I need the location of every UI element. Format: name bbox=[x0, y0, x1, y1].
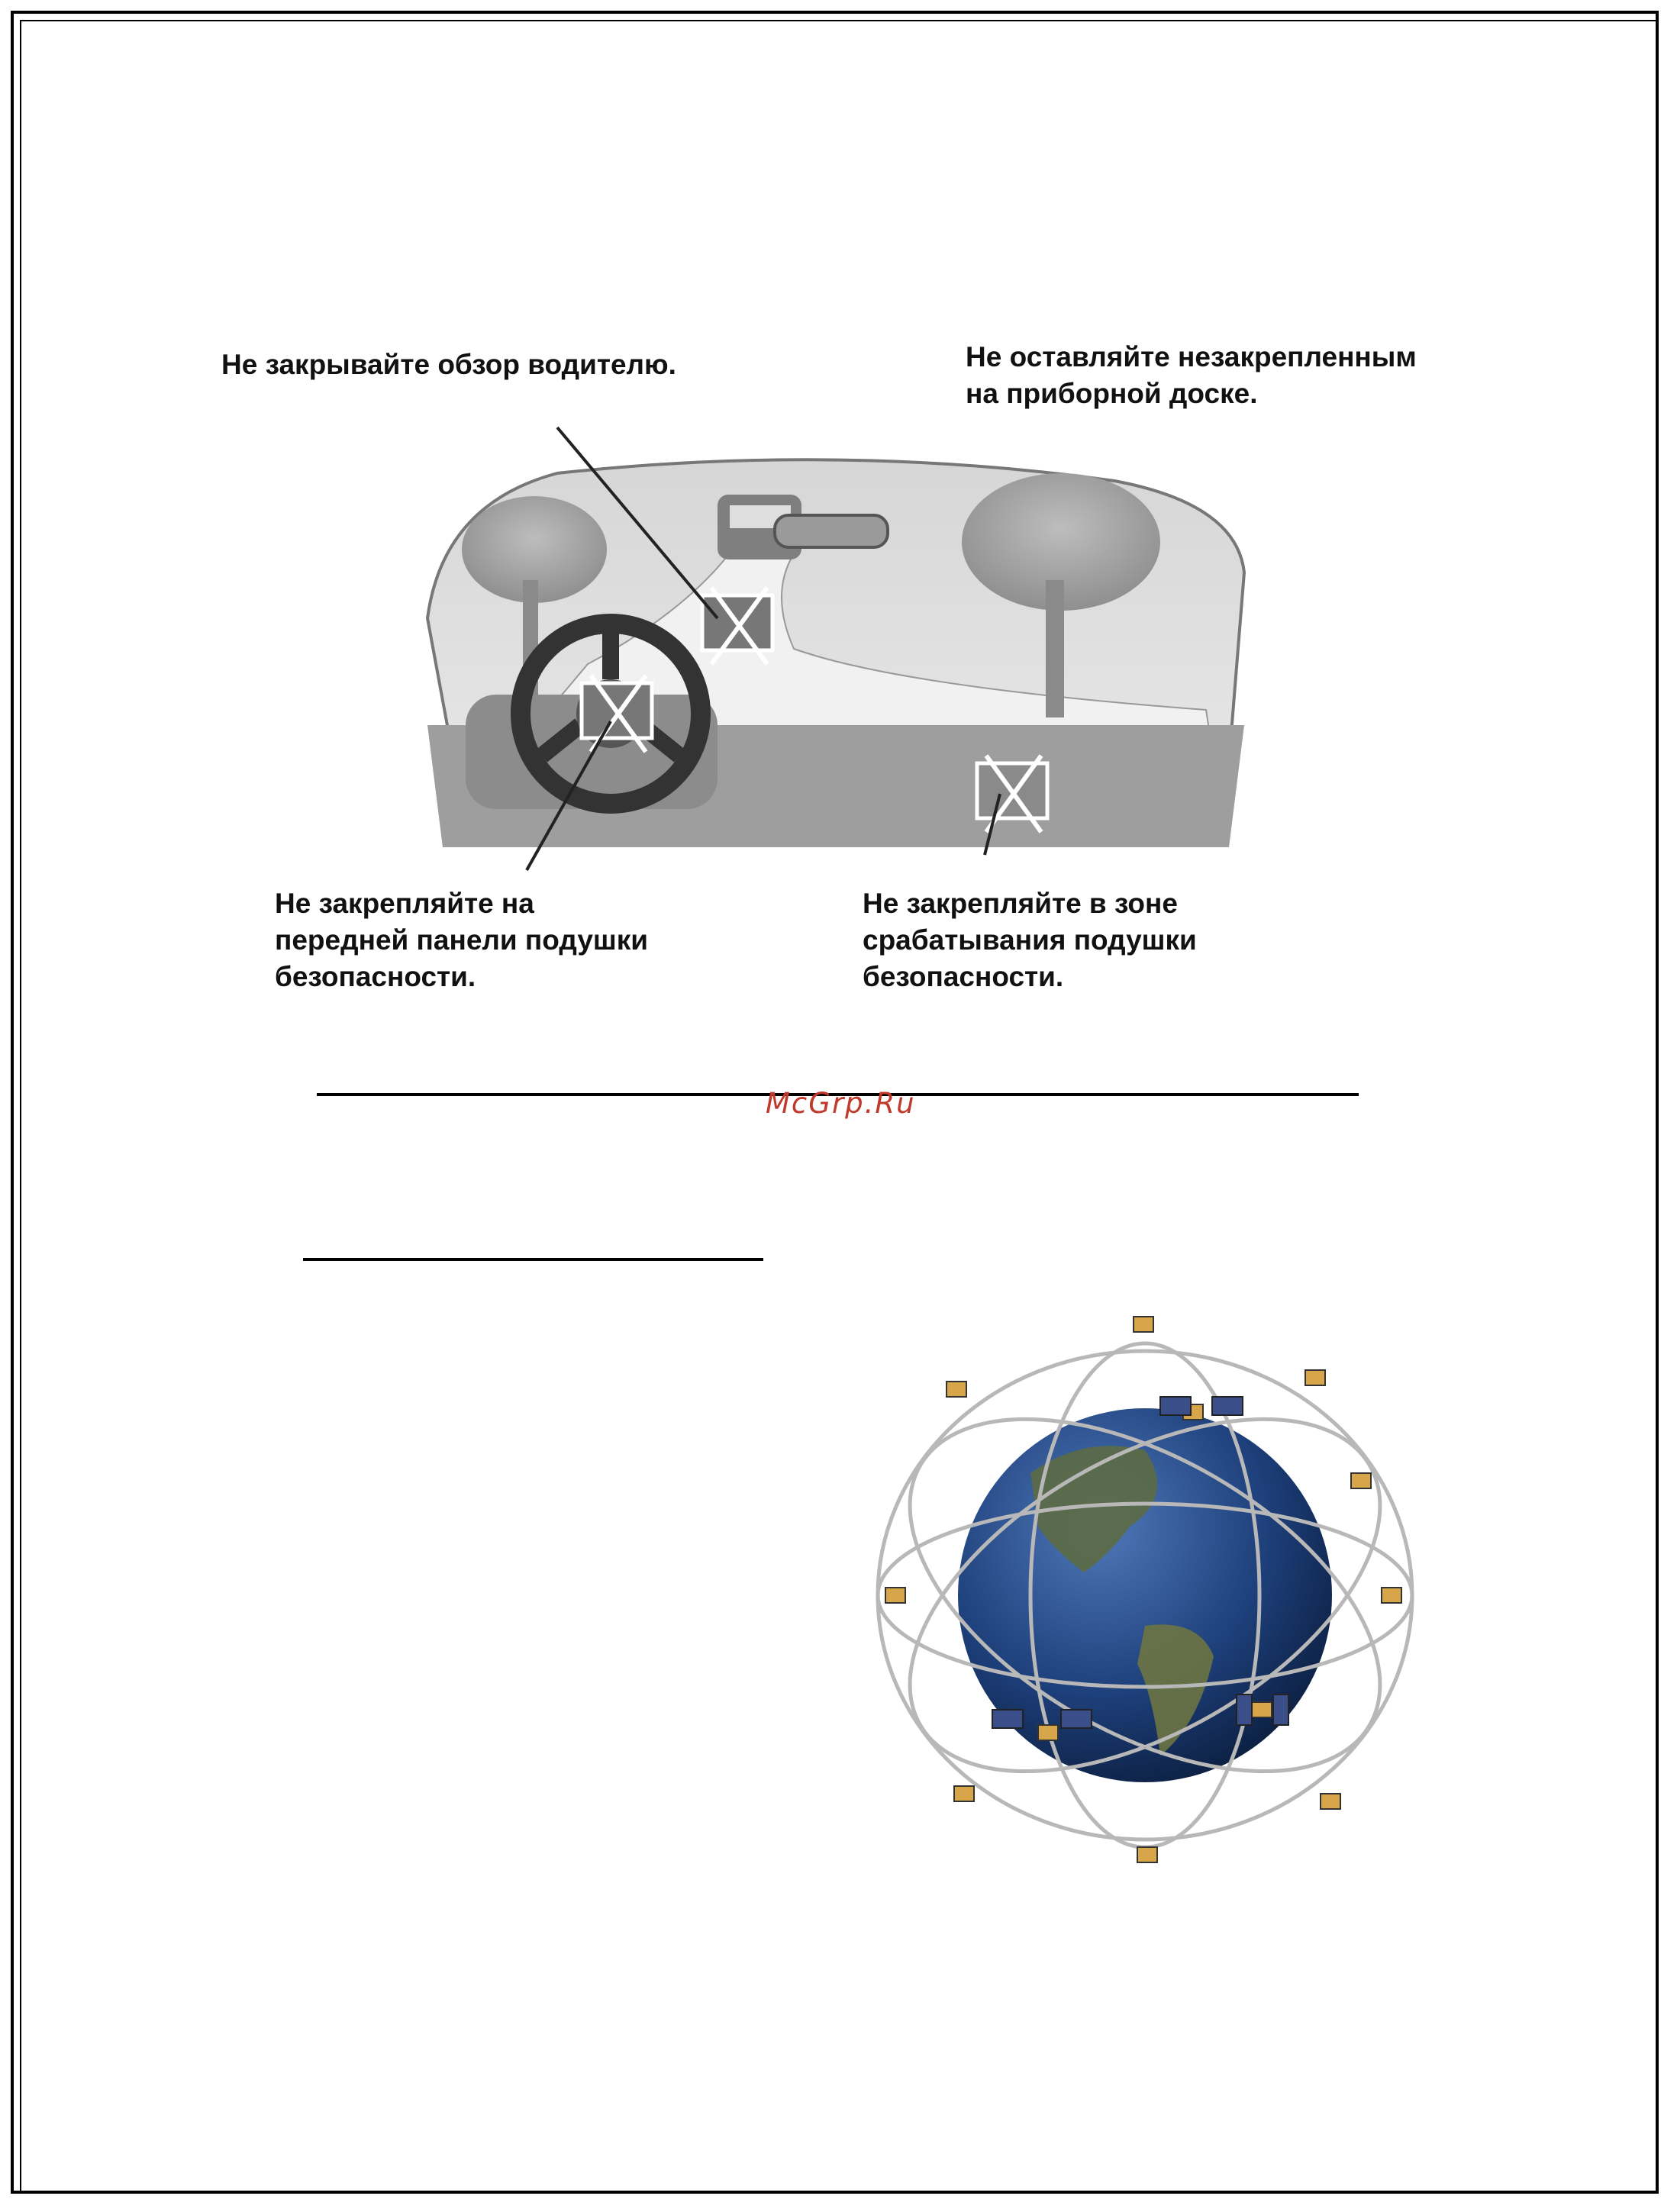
callout-airbag-panel: Не закрепляйте на передней панели подушки безопасности. bbox=[275, 888, 649, 992]
callout-dashboard-unsecured: Не оставляйте незакрепленным на приборной доске. bbox=[966, 341, 1417, 409]
gps-satellite-globe bbox=[855, 1298, 1435, 1878]
section-underline bbox=[303, 1258, 763, 1261]
rearview-mirror bbox=[775, 515, 888, 547]
callout-driver-view: Не закрывайте обзор водителю. bbox=[221, 349, 676, 380]
callout-airbag-zone: Не закрепляйте в зоне срабатывания подушки безопасности. bbox=[863, 888, 1197, 992]
watermark: McGrp.Ru bbox=[766, 1087, 916, 1120]
